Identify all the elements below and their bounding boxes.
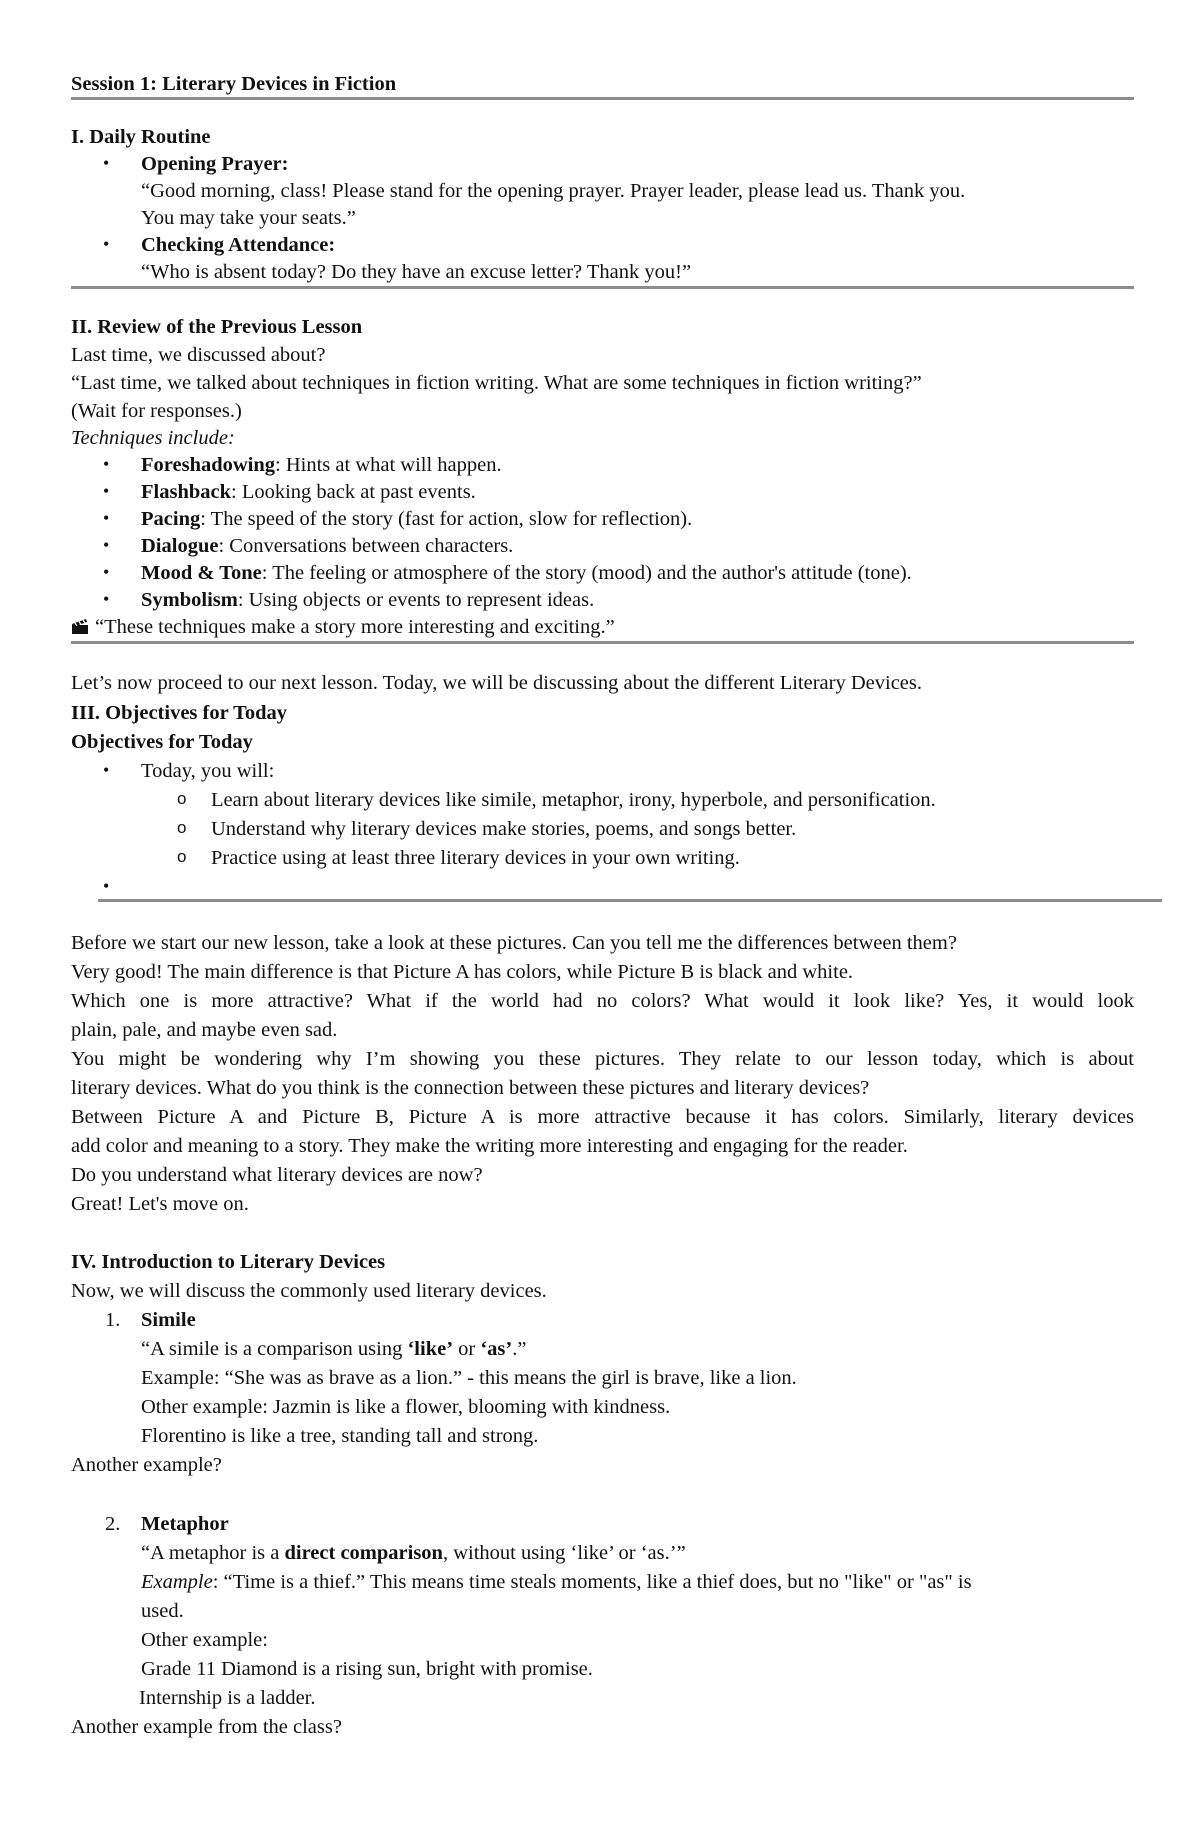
- motivation-line: Very good! The main difference is that Picture A has colors, while Picture B is black and white.: [71, 961, 854, 983]
- bullet: •: [103, 876, 110, 896]
- bullet: •: [103, 589, 110, 609]
- review-closing: “These techniques make a story more interesting and exciting.”: [71, 617, 615, 638]
- motivation-line: literary devices. What do you think is the connection between these pictures and literary devices?: [71, 1077, 870, 1099]
- objectives-heading: III. Objectives for Today: [71, 702, 288, 724]
- metaphor-example-cont: used.: [141, 1600, 184, 1622]
- techniques-label: Techniques include:: [71, 427, 235, 449]
- simile-title: Simile: [141, 1309, 196, 1331]
- metaphor-example: Example: “Time is a thief.” This means time steals moments, like a thief does, but no "like" or "as" is: [141, 1571, 972, 1593]
- introduction-intro: Now, we will discuss the commonly used literary devices.: [71, 1280, 547, 1302]
- opening-prayer-text-cont: You may take your seats.”: [141, 207, 356, 229]
- technique-foreshadowing: Foreshadowing: Hints at what will happen.: [141, 454, 502, 476]
- divider: [71, 286, 1134, 289]
- technique-flashback: Flashback: Looking back at past events.: [141, 481, 476, 503]
- attendance-label: Checking Attendance:: [141, 234, 336, 256]
- attendance-text: “Who is absent today? Do they have an excuse letter? Thank you!”: [141, 261, 692, 283]
- technique-mood-tone: Mood & Tone: The feeling or atmosphere of the story (mood) and the author's attitude (tone).: [141, 562, 912, 584]
- bullet: •: [103, 234, 110, 254]
- divider: [98, 899, 1162, 902]
- objective-item: Learn about literary devices like simile, metaphor, irony, hyperbole, and personification.: [211, 789, 936, 811]
- metaphor-number: 2.: [105, 1513, 121, 1535]
- motivation-line: Before we start our new lesson, take a look at these pictures. Can you tell me the differences between them?: [71, 932, 957, 954]
- motivation-line: add color and meaning to a story. They make the writing more interesting and engaging for the reader.: [71, 1135, 908, 1157]
- metaphor-another-example: Another example from the class?: [71, 1716, 342, 1738]
- technique-dialogue: Dialogue: Conversations between characters.: [141, 535, 514, 557]
- objective-item: Understand why literary devices make stories, poems, and songs better.: [211, 818, 797, 840]
- opening-prayer-text: “Good morning, class! Please stand for the opening prayer. Prayer leader, please lead us. Thank you.: [141, 180, 966, 202]
- review-heading: II. Review of the Previous Lesson: [71, 316, 363, 338]
- review-prompt: “Last time, we talked about techniques in fiction writing. What are some techniques in fiction writing?”: [71, 372, 922, 394]
- metaphor-other-example-2: Internship is a ladder.: [139, 1687, 316, 1709]
- sub-bullet: o: [177, 818, 187, 837]
- simile-other-example-2: Florentino is like a tree, standing tall and strong.: [141, 1425, 539, 1447]
- motivation-line: Do you understand what literary devices are now?: [71, 1164, 483, 1186]
- bullet: •: [103, 153, 110, 173]
- bullet: •: [103, 562, 110, 582]
- metaphor-other-example: Grade 11 Diamond is a rising sun, bright with promise.: [141, 1658, 593, 1680]
- introduction-heading: IV. Introduction to Literary Devices: [71, 1251, 386, 1273]
- technique-pacing: Pacing: The speed of the story (fast for action, slow for reflection).: [141, 508, 693, 530]
- objectives-subheading: Objectives for Today: [71, 731, 253, 753]
- metaphor-definition: “A metaphor is a direct comparison, without using ‘like’ or ‘as.’”: [141, 1542, 686, 1564]
- motivation-line: Great! Let's move on.: [71, 1193, 249, 1215]
- metaphor-other-label: Other example:: [141, 1629, 268, 1651]
- bullet: •: [103, 481, 110, 501]
- review-question: Last time, we discussed about?: [71, 344, 326, 366]
- motivation-line: You might be wondering why I’m showing you these pictures. They relate to our lesson today, which is about: [71, 1048, 1134, 1070]
- review-wait: (Wait for responses.): [71, 400, 242, 422]
- bullet: •: [103, 760, 110, 780]
- metaphor-title: Metaphor: [141, 1513, 229, 1535]
- motivation-line: Between Picture A and Picture B, Picture A is more attractive because it has colors. Similarly, literary devices: [71, 1106, 1134, 1128]
- divider: [71, 641, 1134, 644]
- sub-bullet: o: [177, 789, 187, 808]
- simile-number: 1.: [105, 1309, 121, 1331]
- daily-routine-heading: I. Daily Routine: [71, 126, 211, 148]
- motivation-line: Which one is more attractive? What if the world had no colors? What would it look like? Yes, it would look: [71, 990, 1134, 1012]
- bullet: •: [103, 535, 110, 555]
- sub-bullet: o: [177, 847, 187, 866]
- clapperboard-icon: [71, 618, 89, 635]
- bullet: •: [103, 508, 110, 528]
- objectives-intro: Today, you will:: [141, 760, 275, 782]
- simile-other-example: Other example: Jazmin is like a flower, blooming with kindness.: [141, 1396, 671, 1418]
- objective-item: Practice using at least three literary devices in your own writing.: [211, 847, 740, 869]
- bullet: •: [103, 454, 110, 474]
- motivation-line: plain, pale, and maybe even sad.: [71, 1019, 338, 1041]
- simile-example: Example: “She was as brave as a lion.” - this means the girl is brave, like a lion.: [141, 1367, 797, 1389]
- technique-symbolism: Symbolism: Using objects or events to represent ideas.: [141, 589, 595, 611]
- simile-definition: “A simile is a comparison using ‘like’ or ‘as’.”: [141, 1338, 527, 1360]
- simile-another-example: Another example?: [71, 1454, 222, 1476]
- opening-prayer-label: Opening Prayer:: [141, 153, 289, 175]
- transition-text: Let’s now proceed to our next lesson. Today, we will be discussing about the different Literary Devices.: [71, 672, 922, 694]
- divider: [71, 97, 1134, 100]
- session-title: Session 1: Literary Devices in Fiction: [71, 73, 397, 95]
